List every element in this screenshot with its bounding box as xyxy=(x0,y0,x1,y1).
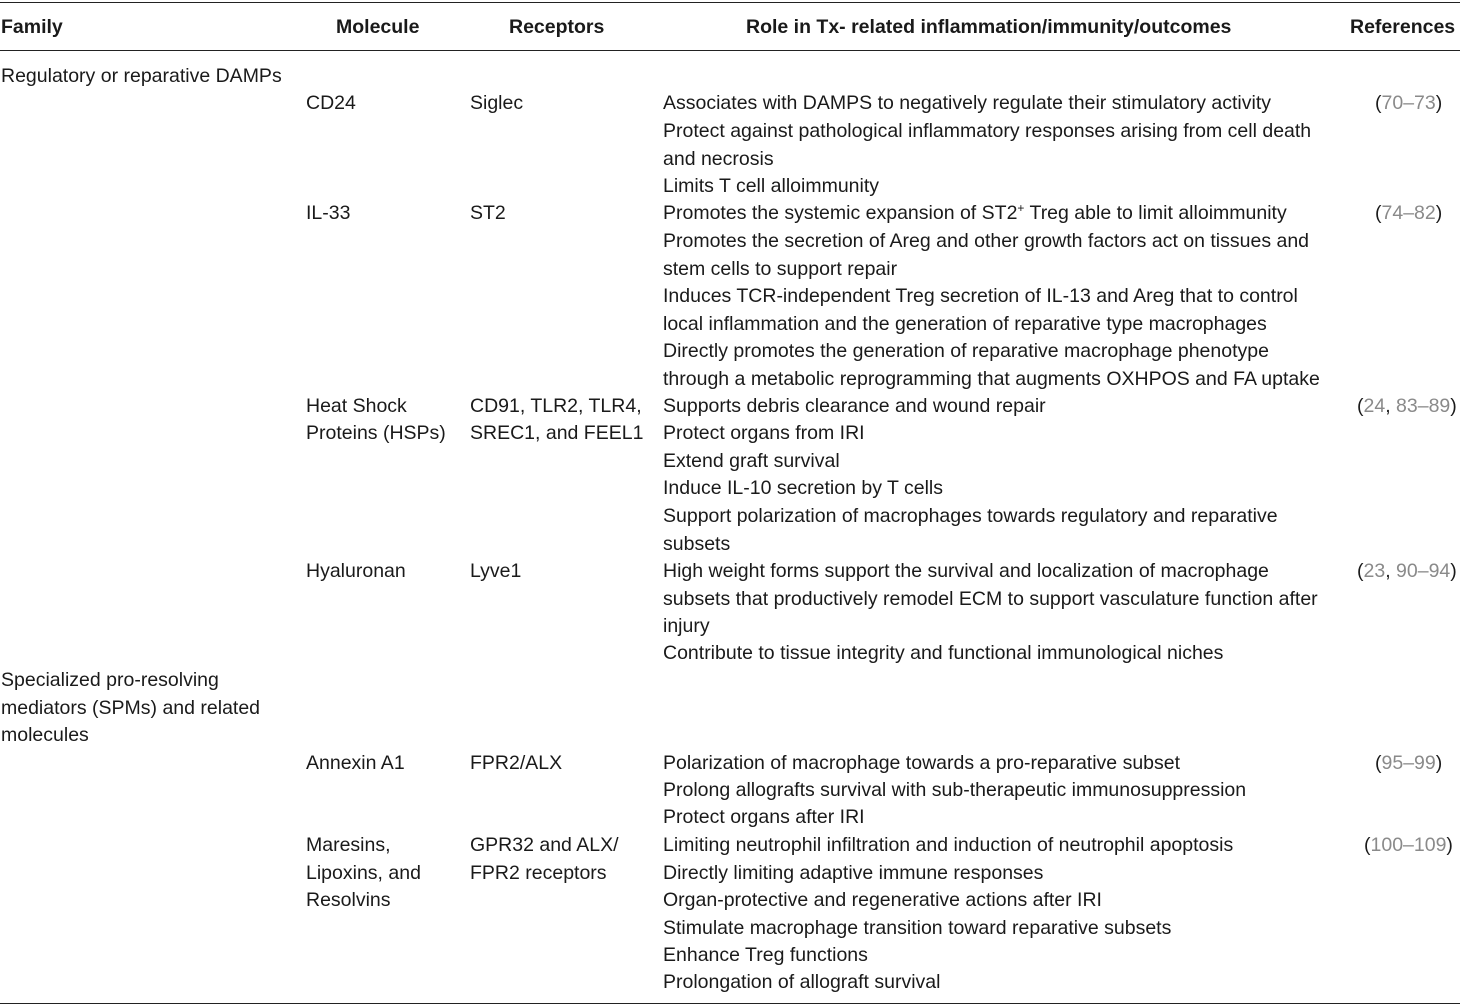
ref-hsp: (24, 83–89) xyxy=(1357,395,1457,417)
role-hsp-1: Supports debris clearance and wound repair xyxy=(663,395,1046,417)
ref-il33: (74–82) xyxy=(1375,202,1443,224)
role-hsp-4: Induce IL-10 secretion by T cells xyxy=(663,477,944,499)
header-references: References xyxy=(1350,16,1456,38)
receptors-hsp-line-1: CD91, TLR2, TLR4, xyxy=(470,395,642,417)
role-maresins-4: Stimulate macrophage transition toward reparative subsets xyxy=(663,917,1172,939)
molecule-cd24: CD24 xyxy=(306,92,356,114)
ref-cd24: (70–73) xyxy=(1375,92,1443,114)
molecule-hsp-line-1: Heat Shock xyxy=(306,395,407,417)
receptors-maresins-line-2: FPR2 receptors xyxy=(470,862,607,884)
role-il33-4: Directly promotes the generation of reparative macrophage phenotype through a metabolic reprogramming that augments OXHPOS and FA uptake xyxy=(663,340,1320,390)
role-hsp-2: Protect organs from IRI xyxy=(663,422,865,444)
family-spms-line-3: molecules xyxy=(1,724,89,746)
molecule-hyaluronan: Hyaluronan xyxy=(306,560,406,582)
header-molecule: Molecule xyxy=(336,16,420,38)
role-cd24-1: Associates with DAMPS to negatively regulate their stimulatory activity xyxy=(663,92,1271,114)
receptors-hsp-line-2: SREC1, and FEEL1 xyxy=(470,422,644,444)
family-damps: Regulatory or reparative DAMPs xyxy=(1,65,282,87)
role-il33-2: Promotes the secretion of Areg and other growth factors act on tissues and stem cells to support repair xyxy=(663,230,1310,280)
receptors-annexin: FPR2/ALX xyxy=(470,752,563,774)
role-annexin-1: Polarization of macrophage towards a pro-reparative subset xyxy=(663,752,1181,774)
role-il33-3: Induces TCR-independent Treg secretion of IL-13 and Areg that to control local inflammation and the generation of reparative type macrophages xyxy=(663,285,1298,335)
receptors-maresins-line-1: GPR32 and ALX/ xyxy=(470,834,619,856)
molecule-il33: IL-33 xyxy=(306,202,351,224)
role-cd24-2: Protect against pathological inflammatory responses arising from cell death and necrosis xyxy=(663,120,1312,170)
molecule-maresins-line-1: Maresins, xyxy=(306,834,391,856)
receptors-il33: ST2 xyxy=(470,202,506,224)
role-maresins-2: Directly limiting adaptive immune responses xyxy=(663,862,1044,884)
molecule-hsp-line-2: Proteins (HSPs) xyxy=(306,422,446,444)
role-hyaluronan-2: Contribute to tissue integrity and functional immunological niches xyxy=(663,642,1224,664)
top-rule xyxy=(0,2,1460,3)
role-maresins-6: Prolongation of allograft survival xyxy=(663,971,941,993)
role-cd24-3: Limits T cell alloimmunity xyxy=(663,175,880,197)
receptors-cd24: Siglec xyxy=(470,92,524,114)
role-hsp-3: Extend graft survival xyxy=(663,450,840,472)
header-receptors: Receptors xyxy=(509,16,605,38)
role-maresins-1: Limiting neutrophil infiltration and induction of neutrophil apoptosis xyxy=(663,834,1234,856)
family-spms-line-1: Specialized pro-resolving xyxy=(1,669,219,691)
role-annexin-3: Protect organs after IRI xyxy=(663,806,865,828)
header-family: Family xyxy=(1,16,63,38)
header-role: Role in Tx- related inflammation/immunity/outcomes xyxy=(746,16,1232,38)
bottom-rule xyxy=(0,1003,1460,1004)
role-annexin-2: Prolong allografts survival with sub-therapeutic immunosuppression xyxy=(663,779,1247,801)
ref-maresins: (100–109) xyxy=(1364,834,1453,856)
header-rule xyxy=(0,50,1460,51)
ref-annexin: (95–99) xyxy=(1375,752,1443,774)
role-maresins-3: Organ-protective and regenerative actions after IRI xyxy=(663,889,1102,911)
family-spms-line-2: mediators (SPMs) and related xyxy=(1,697,261,719)
role-hyaluronan-1: High weight forms support the survival and localization of macrophage subsets that productively remodel ECM to support vasculature function after injury xyxy=(663,560,1318,637)
molecule-maresins-line-3: Resolvins xyxy=(306,889,391,911)
molecule-maresins-line-2: Lipoxins, and xyxy=(306,862,421,884)
ref-hyaluronan: (23, 90–94) xyxy=(1357,560,1457,582)
receptors-hyaluronan: Lyve1 xyxy=(470,560,522,582)
role-il33-1: Promotes the systemic expansion of ST2+ Treg able to limit alloimmunity xyxy=(663,201,1287,224)
role-maresins-5: Enhance Treg functions xyxy=(663,944,868,966)
role-hsp-5: Support polarization of macrophages towards regulatory and reparative subsets xyxy=(663,505,1278,555)
molecule-annexin: Annexin A1 xyxy=(306,752,405,774)
